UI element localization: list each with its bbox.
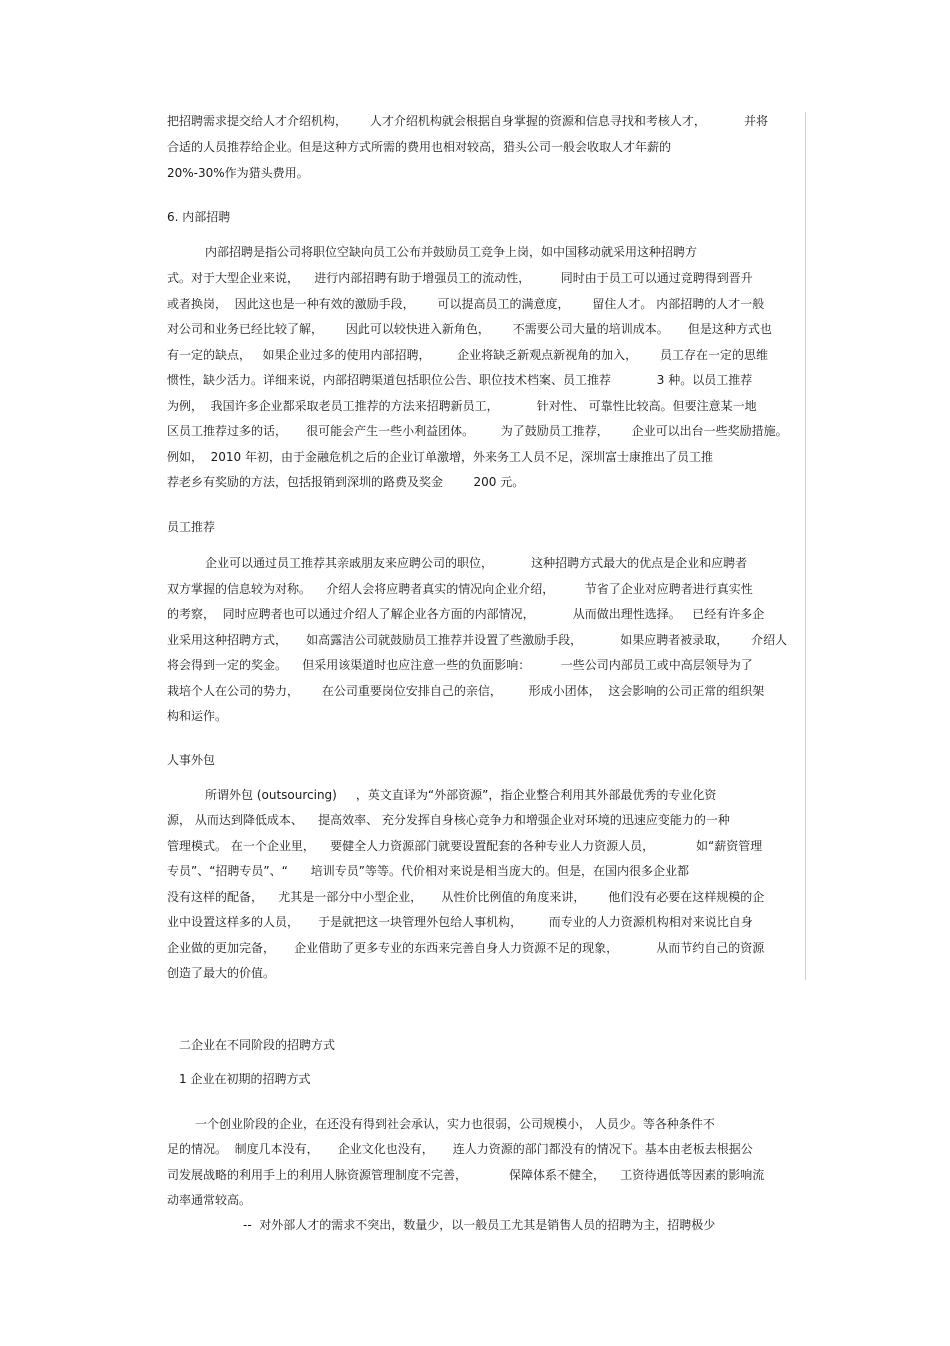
text-line: 栽培个人在公司的势力， 在公司重要岗位安排自己的亲信， 形成小团体， 这会影响的公司正常的组织架 bbox=[167, 684, 765, 698]
text-line: 6. 内部招聘 bbox=[167, 210, 231, 224]
text-line: 合适的人员推荐给企业。但是这种方式所需的费用也相对较高，猎头公司一般会收取人才年薪的 bbox=[167, 140, 672, 154]
text-line: 把招聘需求提交给人才介绍机构， 人才介绍机构就会根据自身掌握的资源和信息寻找和考核人才， 并将 bbox=[167, 114, 769, 128]
text-line: 足的情况。 制度几本没有， 企业文化也没有， 连人力资源的部门都没有的情况下。基本由老板去根据公 bbox=[167, 1142, 753, 1156]
text-line: 二企业在不同阶段的招聘方式 bbox=[179, 1038, 336, 1052]
text-line: 惯性，缺少活力。详细来说，内部招聘渠道包括职位公告、职位技术档案、员工推荐 3 种。以员工推荐 bbox=[167, 373, 753, 387]
text-line: 例如， 2010 年初，由于金融危机之后的企业订单激增，外来务工人员不足，深圳富士康推出了员工推 bbox=[167, 450, 713, 464]
text-line: 源， 从而达到降低成本、 提高效率、 充分发挥自身核心竞争力和增强企业对环境的迅速应变能力的一种 bbox=[167, 813, 730, 827]
text-line: 式。对于大型企业来说， 进行内部招聘有助于增强员工的流动性， 同时由于员工可以通过竞聘得到晋升 bbox=[167, 271, 753, 285]
column-divider bbox=[805, 112, 806, 980]
text-line: 企业可以通过员工推荐其亲戚朋友来应聘公司的职位， 这种招聘方式最大的优点是企业和应聘者 bbox=[205, 556, 748, 570]
text-line: 构和运作。 bbox=[167, 709, 228, 723]
text-line: 有一定的缺点， 如果企业过多的使用内部招聘， 企业将缺乏新观点新视角的加入， 员工存在一定的思维 bbox=[167, 348, 769, 362]
text-line: 人事外包 bbox=[167, 753, 216, 767]
text-line: 所谓外包 (outsourcing) ，英文直译为“外部资源”，指企业整合利用其外部最优秀的专业化资 bbox=[205, 788, 717, 802]
text-line: 将会得到一定的奖金。 但采用该渠道时也应注意一些的负面影响： 一些公司内部员工或中高层领导为了 bbox=[167, 658, 753, 672]
text-line: -- 对外部人才的需求不突出，数量少，以一般员工尤其是销售人员的招聘为主，招聘极少 bbox=[243, 1218, 716, 1232]
text-line: 1 企业在初期的招聘方式 bbox=[179, 1072, 311, 1086]
text-line: 管理模式。 在一个企业里， 要健全人力资源部门就要设置配套的各种专业人力资源人员， 如“薪资管理 bbox=[167, 839, 763, 853]
text-line: 没有这样的配备， 尤其是一部分中小型企业， 从性价比例值的角度来讲， 他们没有必要在这样规模的企 bbox=[167, 890, 765, 904]
text-line: 创造了最大的价值。 bbox=[167, 966, 276, 980]
text-line: 双方掌握的信息较为对称。 介绍人会将应聘者真实的情况向企业介绍， 节省了企业对应聘者进行真实性 bbox=[167, 582, 753, 596]
text-line: 对公司和业务已经比较了解， 因此可以较快进入新角色， 不需要公司大量的培训成本。 但是这种方式也 bbox=[167, 322, 772, 336]
text-line: 20%-30%作为猎头费用。 bbox=[167, 166, 309, 180]
text-line: 司发展战略的利用手上的利用人脉资源管理制度不完善， 保障体系不健全， 工资待遇低等因素的影响流 bbox=[167, 1168, 765, 1182]
text-line: 企业做的更加完备， 企业借助了更多专业的东西来完善自身人力资源不足的现象， 从而节约自己的资源 bbox=[167, 941, 765, 955]
text-line: 动率通常较高。 bbox=[167, 1193, 252, 1207]
text-line: 员工推荐 bbox=[167, 520, 216, 534]
text-line: 专员”、“招聘专员”、“ 培训专员”等等。代价相对来说是相当庞大的。但是，在国内很多企业都 bbox=[167, 864, 689, 878]
text-line: 一个创业阶段的企业，在还没有得到社会承认，实力也很弱，公司规模小， 人员少。等各种条件不 bbox=[195, 1117, 715, 1131]
text-line: 为例， 我国许多企业都采取老员工推荐的方法来招聘新员工， 针对性、 可靠性比较高。但要注意某一地 bbox=[167, 399, 757, 413]
text-line: 的考察， 同时应聘者也可以通过介绍人了解企业各方面的内部情况， 从而做出理性选择。 已经有许多企 bbox=[167, 607, 765, 621]
text-line: 区员工推荐过多的话， 很可能会产生一些小利益团体。 为了鼓励员工推荐， 企业可以出台一些奖励措施。 bbox=[167, 424, 788, 438]
text-line: 荐老乡有奖励的方法，包括报销到深圳的路费及奖金 200 元。 bbox=[167, 475, 525, 489]
text-line: 业采用这种招聘方式， 如高露洁公司就鼓励员工推荐并设置了些激励手段， 如果应聘者被录取， 介绍人 bbox=[167, 633, 788, 647]
text-line: 业中设置这样多的人员， 于是就把这一块管理外包给人事机构， 而专业的人力资源机构相对来说比自身 bbox=[167, 915, 753, 929]
text-line: 内部招聘是指公司将职位空缺向员工公布并鼓励员工竞争上岗，如中国移动就采用这种招聘方 bbox=[205, 245, 698, 259]
text-line: 或者换岗， 因此这也是一种有效的激励手段， 可以提高员工的满意度， 留住人才。 内部招聘的人才一般 bbox=[167, 297, 765, 311]
